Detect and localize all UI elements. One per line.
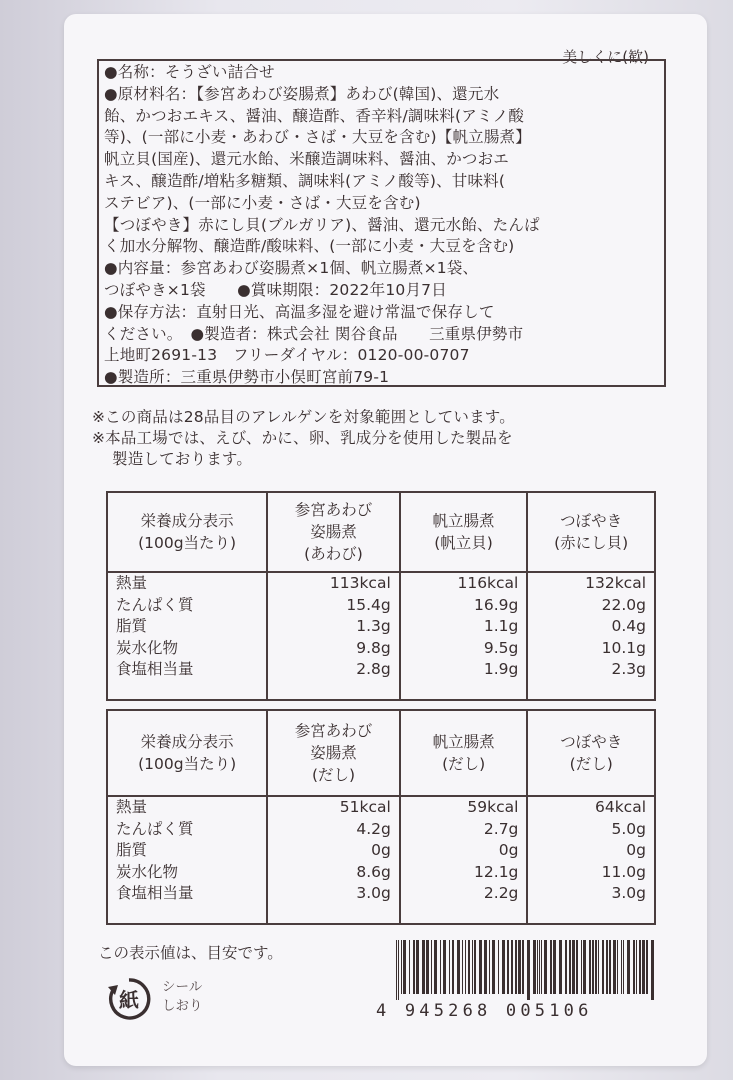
- recycle-symbol: 紙: [119, 988, 139, 1012]
- product-info-line: ステビア)、(一部に小麦・さば・大豆を含む): [104, 193, 421, 212]
- recycle-label: シール しおり: [162, 979, 203, 1014]
- barcode-bar: [413, 940, 415, 994]
- barcode-bar: [553, 940, 556, 994]
- barcode-bar: [474, 940, 476, 994]
- barcode-bar: [595, 940, 597, 994]
- barcode-bar: [479, 940, 482, 994]
- barcode-bar: [621, 940, 622, 994]
- barcode-bar: [581, 940, 582, 994]
- barcode-bar: [576, 940, 578, 994]
- barcode-bar: [627, 940, 630, 994]
- product-info-line: キス、醸造酢/増粘多糖類、調味料(アミノ酸等)、甘味料(: [104, 171, 506, 190]
- barcode-bar: [522, 940, 524, 994]
- barcode-bar: [569, 940, 571, 994]
- estimate-note: この表示値は、目安です。: [98, 944, 283, 962]
- barcode-bar: [559, 940, 562, 994]
- barcode-bar: [484, 940, 487, 994]
- barcode-bar: [465, 940, 466, 994]
- values-hotate-dashi: 59kcal 2.7g 0g 12.1g 2.2g: [400, 796, 528, 924]
- barcode-bar: [489, 940, 490, 994]
- barcode-bar: [416, 940, 419, 994]
- allergen-notes: [92, 407, 672, 470]
- col-header-awabi: 参宮あわび 姿腸煮 (あわび): [267, 492, 400, 572]
- product-info-line: 上地町2691-13 フリーダイヤル：0120-00-0707: [104, 346, 470, 365]
- barcode-bar: [452, 940, 454, 994]
- barcode-bar: [639, 940, 641, 994]
- barcode-bar: [633, 940, 635, 994]
- barcode-bar: [518, 940, 521, 994]
- barcode-bar: [613, 940, 616, 994]
- barcode-bar: [527, 940, 530, 1000]
- product-info-line: 【つぼやき】赤にし貝(ブルガリア)、醤油、還元水飴、たんぱ: [104, 215, 540, 234]
- barcode-bar: [462, 940, 463, 994]
- nutrition-header-label: 栄養成分表示 (100g当たり): [107, 492, 267, 572]
- product-info-line: ●製造所：三重県伊勢市小俣町宮前79-1: [104, 368, 390, 387]
- col-header-tsuboyaki-dashi: つぼやき (だし): [527, 710, 655, 796]
- allergen-note-3: 製造しております。: [112, 450, 253, 468]
- barcode-bar: [636, 940, 637, 994]
- barcode-bar: [396, 940, 397, 1000]
- barcode-bar: [533, 940, 536, 994]
- barcode-bar: [550, 940, 552, 994]
- barcode-bar: [565, 940, 567, 994]
- col-header-tsuboyaki: つぼやき (赤にし貝): [527, 492, 655, 572]
- barcode-bar: [398, 940, 399, 1000]
- barcode-bar: [572, 940, 575, 994]
- product-info-line: ●保存方法：直射日光、高温多湿を避け常温で保存して: [104, 302, 495, 321]
- product-info-line: ●原材料名：【参宮あわび姿腸煮】あわび(韓国)、還元水: [104, 84, 500, 103]
- barcode-bar: [468, 940, 470, 994]
- product-info-line: く加水分解物、醸造酢/酸味料、(一部に小麦・大豆を含む): [104, 237, 515, 256]
- barcode-bar: [440, 940, 441, 994]
- barcode-bar: [544, 940, 547, 994]
- allergen-note-2: ※本品工場では、えび、かに、卵、乳成分を使用した製品を: [92, 429, 513, 447]
- product-info-line: 帆立貝(国産)、還元水飴、米醸造調味料、醤油、かつおエ: [104, 150, 509, 169]
- barcode-bar: [651, 940, 654, 1000]
- barcode-bar: [443, 940, 446, 994]
- barcode-bar: [401, 940, 402, 994]
- barcode: [396, 940, 658, 1000]
- barcode-bar: [434, 940, 437, 994]
- barcode-bar: [642, 940, 645, 994]
- values-awabi: 113kcal 15.4g 1.3g 9.8g 2.8g: [267, 572, 400, 700]
- product-info-line: ください。 ●製造者：株式会社 関谷食品 三重県伊勢市: [104, 324, 524, 343]
- product-info-line: ●名称：そうざい詰合せ: [104, 63, 275, 81]
- barcode-bar: [511, 940, 513, 994]
- col-header-hotate-dashi: 帆立腸煮 (だし): [400, 710, 528, 796]
- col-header-hotate: 帆立腸煮 (帆立貝): [400, 492, 528, 572]
- barcode-bar: [541, 940, 542, 994]
- product-info-line: 飴、かつおエキス、醤油、醸造酢、香辛料/調味料(アミノ酸: [104, 106, 525, 125]
- barcode-bar: [609, 940, 611, 994]
- barcode-bar: [617, 940, 618, 994]
- values-awabi-dashi: 51kcal 4.2g 0g 8.6g 3.0g: [267, 796, 400, 924]
- barcode-bar: [409, 940, 410, 994]
- barcode-bar: [589, 940, 591, 994]
- values-hotate: 116kcal 16.9g 1.1g 9.5g 1.9g: [400, 572, 528, 700]
- col-header-awabi-dashi: 参宮あわび 姿腸煮 (だし): [267, 710, 400, 796]
- allergen-note-1: ※この商品は28品目のアレルゲンを対象範囲としています。: [92, 408, 515, 426]
- barcode-bar: [606, 940, 608, 994]
- barcode-bar: [431, 940, 432, 994]
- barcode-bar: [583, 940, 586, 994]
- product-info-line: つぼやき×1袋 ●賞味期限：2022年10月7日: [104, 280, 447, 299]
- nutrition-table-shellfish: [106, 491, 656, 701]
- barcode-bar: [598, 940, 599, 994]
- barcode-digits: 4 945268 005106: [376, 1001, 593, 1021]
- product-info-text: [104, 62, 660, 389]
- nutrient-names: 熱量 たんぱく質 脂質 炭水化物 食塩相当量: [107, 572, 267, 700]
- barcode-bar: [537, 940, 538, 994]
- barcode-bar: [592, 940, 594, 994]
- barcode-bar: [539, 940, 540, 994]
- barcode-bar: [449, 940, 450, 994]
- barcode-bar: [492, 940, 495, 994]
- barcode-bar: [502, 940, 505, 994]
- barcode-bar: [403, 940, 406, 994]
- barcode-bar: [602, 940, 604, 994]
- values-tsuboyaki: 132kcal 22.0g 0.4g 10.1g 2.3g: [527, 572, 655, 700]
- barcode-bar: [426, 940, 429, 994]
- barcode-bar: [498, 940, 499, 994]
- values-tsuboyaki-dashi: 64kcal 5.0g 0g 11.0g 3.0g: [527, 796, 655, 924]
- barcode-bar: [472, 940, 473, 994]
- barcode-bar: [507, 940, 509, 994]
- barcode-bar: [623, 940, 624, 994]
- barcode-bar: [457, 940, 460, 994]
- barcode-bar: [515, 940, 517, 994]
- nutrition-table-broth: [106, 709, 656, 925]
- barcode-bar: [646, 940, 648, 994]
- brand-name: 美しくに(歓): [562, 48, 649, 66]
- product-info-line: 等)、(一部に小麦・あわび・さば・大豆を含む)【帆立腸煮】: [104, 128, 531, 147]
- nutrient-names: 熱量 たんぱく質 脂質 炭水化物 食塩相当量: [107, 796, 267, 924]
- product-info-line: ●内容量：参宮あわび姿腸煮×1個、帆立腸煮×1袋、: [104, 259, 479, 278]
- nutrition-header-label: 栄養成分表示 (100g当たり): [107, 710, 267, 796]
- paper-recycle-icon: [105, 975, 153, 1023]
- barcode-bar: [422, 940, 425, 994]
